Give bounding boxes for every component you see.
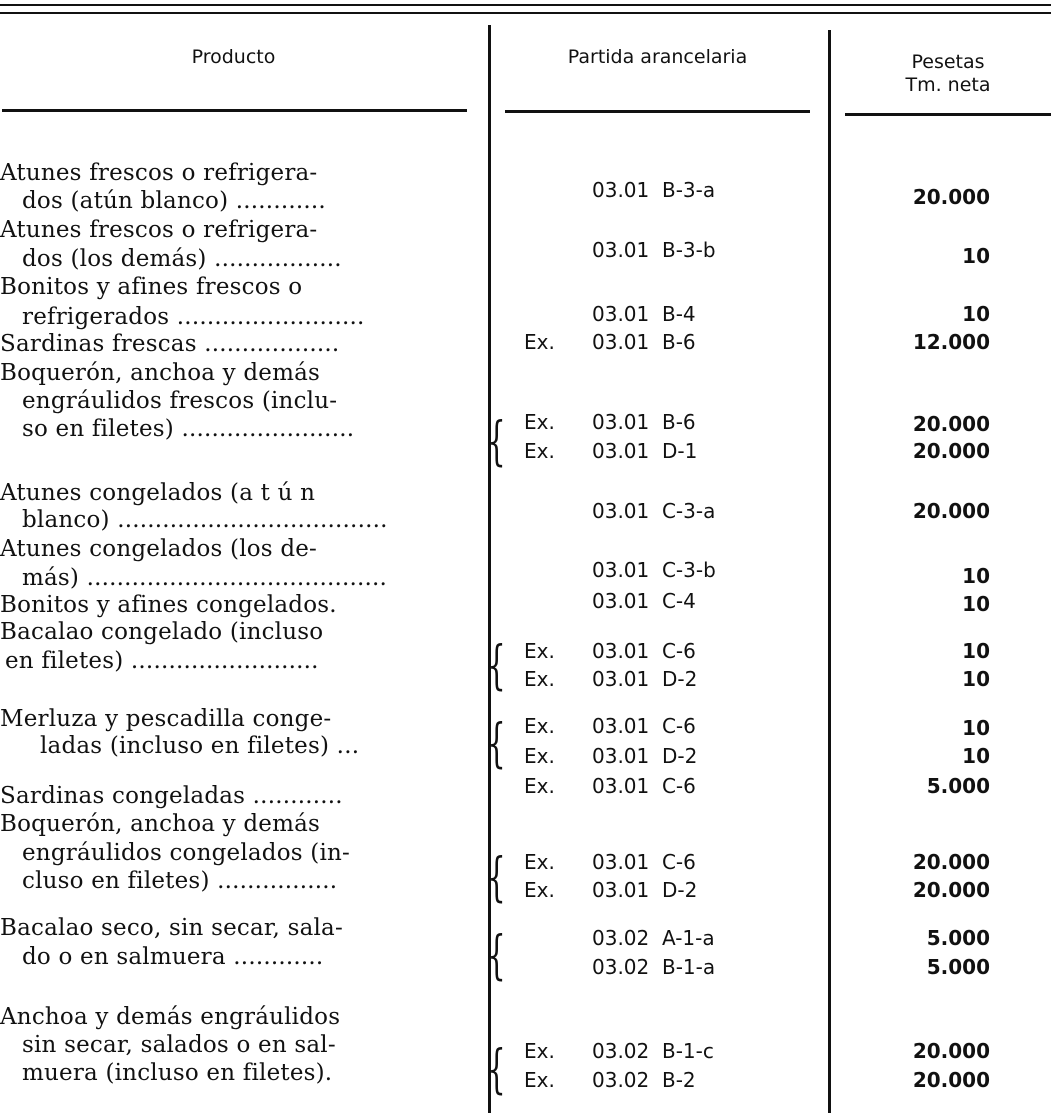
product-line: Atunes frescos o refrigera- <box>0 160 318 186</box>
tariff-code <box>524 1039 814 1063</box>
tariff-code-number: 03.01 B-6 <box>592 410 696 434</box>
tariff-code-number: 03.01 C-3-b <box>592 558 716 582</box>
brace-mark: { <box>487 1040 506 1100</box>
tariff-code-number: 03.02 B-1-a <box>592 955 716 979</box>
product-line: engráulidos congelados (in- <box>22 840 351 866</box>
tariff-code <box>524 744 814 768</box>
pesetas-value: 20.000 <box>912 850 990 874</box>
tariff-code-number: 03.01 B-3-b <box>592 238 716 262</box>
pesetas-value: 12.000 <box>912 330 990 354</box>
product-line: Sardinas congeladas ............ <box>0 783 343 809</box>
top-rule-1 <box>0 4 1051 6</box>
header-rule-pesetas <box>845 113 1051 116</box>
tariff-code-number: 03.01 D-2 <box>592 667 698 691</box>
tariff-code-number: 03.01 D-1 <box>592 439 698 463</box>
pesetas-value: 5.000 <box>926 774 990 798</box>
pesetas-value: 10 <box>962 639 990 663</box>
pesetas-value: 20.000 <box>912 1039 990 1063</box>
product-line: Boquerón, anchoa y demás <box>0 360 321 386</box>
ex-prefix: Ex. <box>524 744 555 768</box>
tariff-code-number: 03.01 C-4 <box>592 589 696 613</box>
tariff-code <box>524 589 814 613</box>
header-partida: Partida arancelaria <box>567 46 748 68</box>
product-line: Boquerón, anchoa y demás <box>0 811 321 837</box>
pesetas-value: 10 <box>962 244 990 268</box>
pesetas-value: 10 <box>962 716 990 740</box>
tariff-code-number: 03.01 C-6 <box>592 774 696 798</box>
ex-prefix: Ex. <box>524 410 555 434</box>
pesetas-value: 20.000 <box>912 878 990 902</box>
pesetas-value: 20.000 <box>912 185 990 209</box>
pesetas-value: 10 <box>962 592 990 616</box>
tariff-code <box>524 238 814 262</box>
product-line: Bonitos y afines congelados. <box>0 592 337 618</box>
tariff-code <box>524 926 814 950</box>
product-line: muera (incluso en filetes). <box>22 1060 333 1086</box>
tariff-code <box>524 774 814 798</box>
tariff-code <box>524 499 814 523</box>
ex-prefix: Ex. <box>524 439 555 463</box>
tariff-code-number: 03.02 B-1-c <box>592 1039 714 1063</box>
tariff-code <box>524 639 814 663</box>
ex-prefix: Ex. <box>524 774 555 798</box>
pesetas-value: 10 <box>962 564 990 588</box>
header-pesetas <box>845 51 1051 97</box>
pesetas-value: 10 <box>962 744 990 768</box>
pesetas-value: 5.000 <box>926 955 990 979</box>
tariff-code <box>524 1068 814 1092</box>
product-line: Bacalao seco, sin secar, sala- <box>0 915 343 941</box>
ex-prefix: Ex. <box>524 1039 555 1063</box>
product-line: refrigerados ......................... <box>22 304 365 330</box>
product-line: sin secar, salados o en sal- <box>22 1032 336 1058</box>
tariff-code <box>524 439 814 463</box>
tariff-code <box>524 178 814 202</box>
tariff-code-number: 03.02 B-2 <box>592 1068 696 1092</box>
product-line: cluso en filetes) ................ <box>22 868 338 894</box>
pesetas-value: 20.000 <box>912 412 990 436</box>
tariff-code-number: 03.01 C-6 <box>592 714 696 738</box>
product-line: dos (atún blanco) ............ <box>22 188 326 214</box>
tariff-code <box>524 302 814 326</box>
header-rule-producto <box>2 109 467 112</box>
pesetas-value: 10 <box>962 667 990 691</box>
brace-mark: { <box>487 714 506 774</box>
product-line: do o en salmuera ............ <box>22 944 324 970</box>
tariff-code <box>524 558 814 582</box>
brace-mark: { <box>487 412 506 472</box>
tariff-code-number: 03.01 D-2 <box>592 744 698 768</box>
brace-mark: { <box>487 848 506 908</box>
tariff-code <box>524 955 814 979</box>
product-line: Merluza y pescadilla conge- <box>0 706 332 732</box>
pesetas-value: 5.000 <box>926 926 990 950</box>
product-line: ladas (incluso en filetes) ... <box>40 733 360 759</box>
tariff-code <box>524 714 814 738</box>
product-line: blanco) .................................... <box>22 507 388 533</box>
tariff-code <box>524 330 814 354</box>
product-line: en filetes) ......................... <box>5 648 319 674</box>
pesetas-value: 10 <box>962 302 990 326</box>
ex-prefix: Ex. <box>524 714 555 738</box>
brace-mark: { <box>487 926 506 986</box>
tariff-code-number: 03.01 C-6 <box>592 639 696 663</box>
product-line: Bacalao congelado (incluso <box>0 619 324 645</box>
header-rule-partida <box>505 110 810 113</box>
header-pesetas-line1: Pesetas <box>911 51 985 73</box>
product-line: más) ........................................ <box>22 565 388 591</box>
ex-prefix: Ex. <box>524 667 555 691</box>
tariff-code-number: 03.02 A-1-a <box>592 926 715 950</box>
tariff-code-number: 03.01 C-6 <box>592 850 696 874</box>
ex-prefix: Ex. <box>524 330 555 354</box>
ex-prefix: Ex. <box>524 850 555 874</box>
ex-prefix: Ex. <box>524 1068 555 1092</box>
pesetas-value: 20.000 <box>912 439 990 463</box>
product-line: Atunes congelados (a t ú n <box>0 480 316 506</box>
tariff-code <box>524 410 814 434</box>
pesetas-value: 20.000 <box>912 499 990 523</box>
ex-prefix: Ex. <box>524 878 555 902</box>
product-line: engráulidos frescos (inclu- <box>22 388 338 414</box>
product-line: dos (los demás) ................. <box>22 246 342 272</box>
tariff-code <box>524 667 814 691</box>
product-line: Atunes congelados (los de- <box>0 536 318 562</box>
product-line: Bonitos y afines frescos o <box>0 274 303 300</box>
product-line: Anchoa y demás engráulidos <box>0 1004 341 1030</box>
brace-mark: { <box>487 636 506 696</box>
tariff-code-number: 03.01 B-3-a <box>592 178 716 202</box>
header-pesetas-line2: Tm. neta <box>905 74 991 96</box>
tariff-code <box>524 850 814 874</box>
top-rule-2 <box>0 12 1051 14</box>
product-line: Atunes frescos o refrigera- <box>0 217 318 243</box>
tariff-code-number: 03.01 D-2 <box>592 878 698 902</box>
tariff-code <box>524 878 814 902</box>
pesetas-value: 20.000 <box>912 1068 990 1092</box>
header-producto: Producto <box>191 46 276 68</box>
product-line: so en filetes) ....................... <box>22 416 355 442</box>
column-divider-2 <box>828 30 831 1113</box>
tariff-code-number: 03.01 B-4 <box>592 302 696 326</box>
product-line: Sardinas frescas .................. <box>0 331 340 357</box>
tariff-code-number: 03.01 B-6 <box>592 330 696 354</box>
ex-prefix: Ex. <box>524 639 555 663</box>
tariff-code-number: 03.01 C-3-a <box>592 499 716 523</box>
